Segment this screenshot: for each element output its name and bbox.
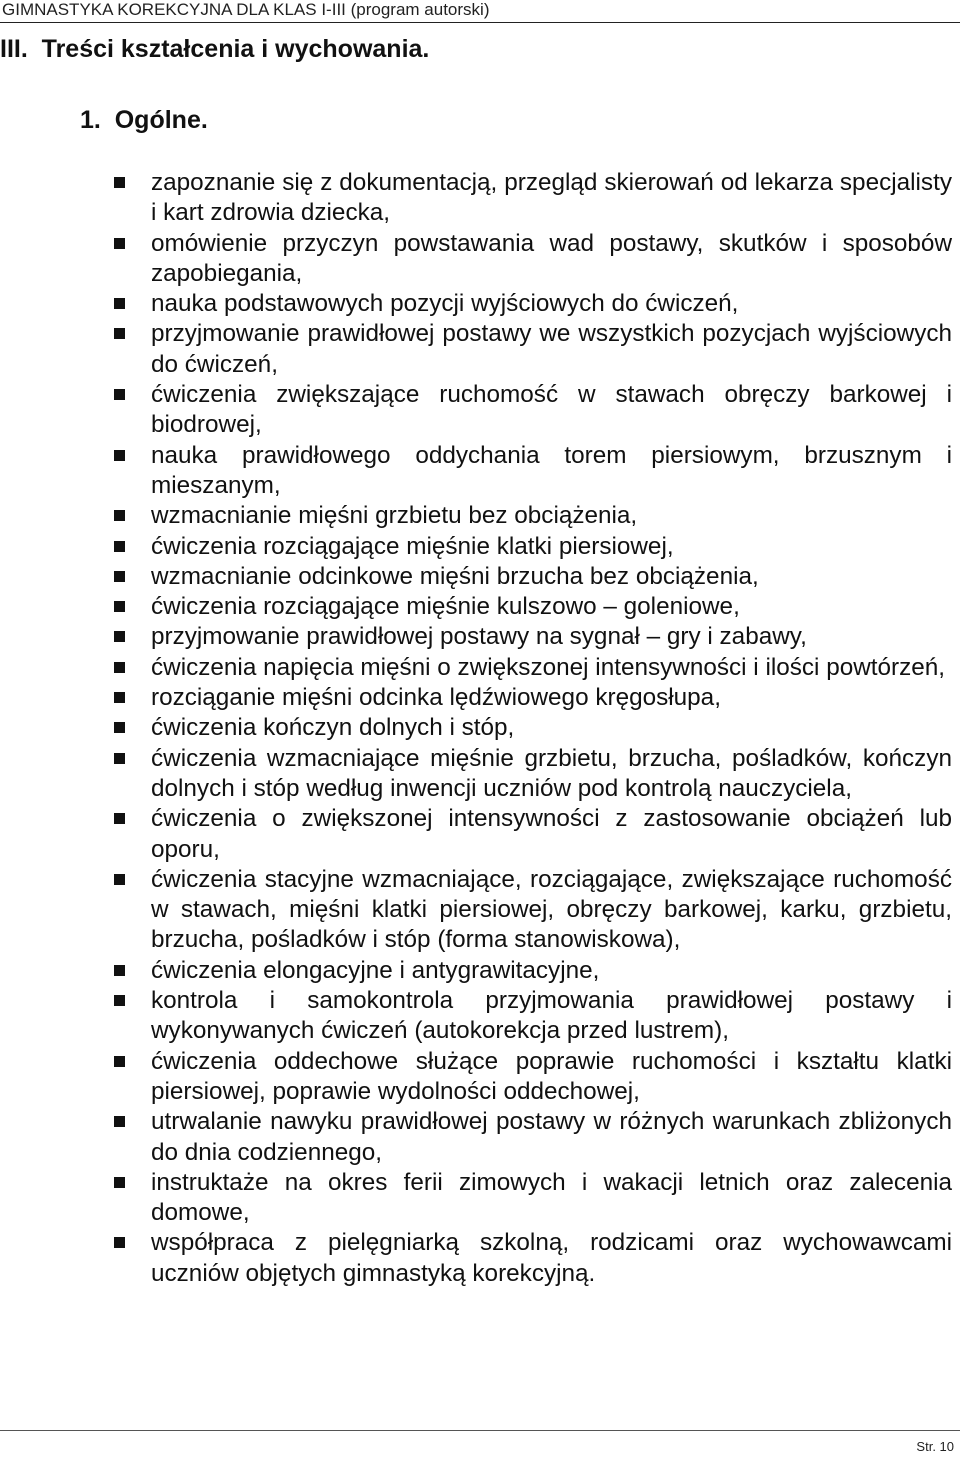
list-item	[0, 168, 960, 229]
list-item-text: ćwiczenia napięcia mięśni o zwiększonej intensywności i ilości powtórzeń,	[151, 653, 946, 681]
list-item-text: rozciąganie mięśni odcinka lędźwiowego kręgosłupa,	[151, 684, 721, 712]
square-bullet-icon	[114, 631, 125, 642]
list-item-text: wzmacnianie mięśni grzbietu bez obciążenia,	[151, 502, 638, 530]
list-item-text: kontrola i samokontrola przyjmowania prawidłowej postawy i wykonywanych ćwiczeń (autokorekcja przed lustrem),	[151, 987, 952, 1045]
running-header: GIMNASTYKA KOREKCYJNA DLA KLAS I-III (program autorski)	[0, 0, 960, 23]
square-bullet-icon	[114, 328, 125, 339]
list-item	[0, 501, 960, 531]
square-bullet-icon	[114, 662, 125, 673]
list-item-text: ćwiczenia zwiększające ruchomość w stawach obręczy barkowej i biodrowej,	[151, 381, 952, 439]
list-item-text: ćwiczenia o zwiększonej intensywności z zastosowanie obciążeń lub oporu,	[151, 805, 952, 863]
list-item	[0, 319, 960, 380]
square-bullet-icon	[114, 692, 125, 703]
list-item-text: utrwalanie nawyku prawidłowej postawy w różnych warunkach zbliżonych do dnia codziennego,	[151, 1108, 952, 1166]
square-bullet-icon	[114, 1237, 125, 1248]
list-item	[0, 956, 960, 986]
list-item-text: omówienie przyczyn powstawania wad postawy, skutków i sposobów zapobiegania,	[151, 229, 952, 287]
list-item-text: zapoznanie się z dokumentacją, przegląd skierowań od lekarza specjalisty i kart zdrowia dziecka,	[151, 169, 952, 227]
list-item	[0, 562, 960, 592]
square-bullet-icon	[114, 450, 125, 461]
square-bullet-icon	[114, 298, 125, 309]
list-item	[0, 713, 960, 743]
list-item	[0, 532, 960, 562]
list-item	[0, 380, 960, 441]
list-item	[0, 229, 960, 290]
square-bullet-icon	[114, 965, 125, 976]
list-item	[0, 865, 960, 956]
list-item-text: ćwiczenia stacyjne wzmacniające, rozciągające, zwiększające ruchomość w stawach, mięśni klatki piersiowej, obręczy barkowej, karku, grzbietu, brzucha, pośladków i stóp (forma stanowiskowa),	[151, 865, 952, 954]
square-bullet-icon	[114, 389, 125, 400]
square-bullet-icon	[114, 571, 125, 582]
list-item	[0, 441, 960, 502]
square-bullet-icon	[114, 541, 125, 552]
list-item	[0, 744, 960, 805]
list-item-text: ćwiczenia kończyn dolnych i stóp,	[151, 714, 515, 742]
list-item	[0, 1047, 960, 1108]
square-bullet-icon	[114, 1056, 125, 1067]
list-item-text: współpraca z pielęgniarką szkolną, rodzicami oraz wychowawcami uczniów objętych gimnastyką korekcyjną.	[151, 1229, 952, 1287]
square-bullet-icon	[114, 510, 125, 521]
list-item-text: ćwiczenia rozciągające mięśnie kulszowo – goleniowe,	[151, 593, 740, 621]
square-bullet-icon	[114, 1116, 125, 1127]
list-item-text: ćwiczenia oddechowe służące poprawie ruchomości i kształtu klatki piersiowej, poprawie wydolności oddechowej,	[151, 1047, 952, 1105]
square-bullet-icon	[114, 722, 125, 733]
list-item-text: nauka podstawowych pozycji wyjściowych do ćwiczeń,	[151, 290, 739, 318]
list-item	[0, 622, 960, 652]
list-item-text: instruktaże na okres ferii zimowych i wakacji letnich oraz zalecenia domowe,	[151, 1168, 952, 1227]
list-item-text: wzmacnianie odcinkowe mięśni brzucha bez obciążenia,	[151, 562, 759, 590]
list-item	[0, 1168, 960, 1229]
list-item	[0, 683, 960, 713]
square-bullet-icon	[114, 753, 125, 764]
square-bullet-icon	[114, 813, 125, 824]
section-heading: III. Treści kształcenia i wychowania.	[0, 35, 430, 63]
list-item	[0, 592, 960, 622]
subsection-heading: 1. Ogólne.	[80, 106, 208, 134]
square-bullet-icon	[114, 238, 125, 249]
square-bullet-icon	[114, 1177, 125, 1188]
list-item	[0, 1228, 960, 1289]
footer-divider	[0, 1430, 960, 1431]
page-number: Str. 10	[916, 1439, 954, 1454]
square-bullet-icon	[114, 177, 125, 188]
square-bullet-icon	[114, 995, 125, 1006]
list-item-text: ćwiczenia wzmacniające mięśnie grzbietu, brzucha, pośladków, kończyn dolnych i stóp według inwencji uczniów pod kontrolą nauczyciela,	[151, 744, 952, 802]
list-item	[0, 653, 960, 683]
list-item-text: nauka prawidłowego oddychania torem piersiowym, brzusznym i mieszanym,	[151, 441, 952, 499]
square-bullet-icon	[114, 601, 125, 612]
list-item-text: przyjmowanie prawidłowej postawy na sygnał – gry i zabawy,	[151, 623, 807, 651]
list-item-text: ćwiczenia elongacyjne i antygrawitacyjne,	[151, 956, 600, 984]
content-list	[0, 168, 960, 1289]
square-bullet-icon	[114, 874, 125, 885]
list-item	[0, 289, 960, 319]
list-item	[0, 986, 960, 1047]
list-item	[0, 1107, 960, 1168]
list-item	[0, 804, 960, 865]
list-item-text: przyjmowanie prawidłowej postawy we wszystkich pozycjach wyjściowych do ćwiczeń,	[151, 320, 952, 378]
list-item-text: ćwiczenia rozciągające mięśnie klatki piersiowej,	[151, 532, 674, 560]
